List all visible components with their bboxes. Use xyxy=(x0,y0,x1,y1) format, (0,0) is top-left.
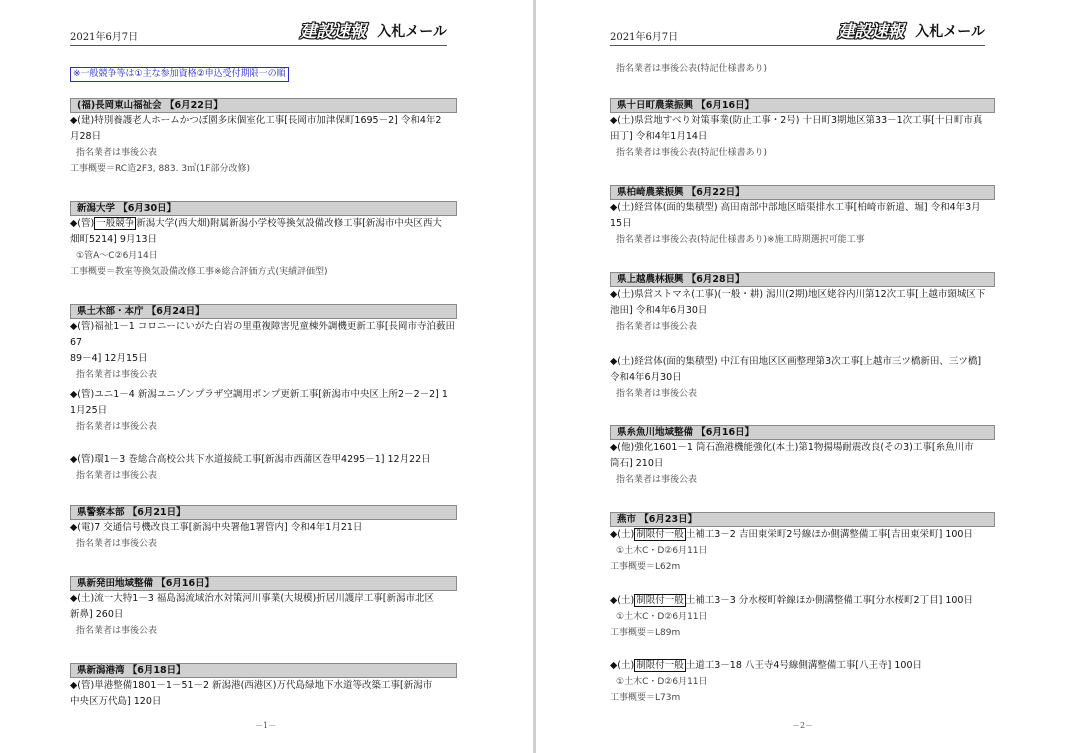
entry-text: 月28日 xyxy=(70,131,102,142)
entry-note: 指名業者は事後公表(特記仕様書あり) xyxy=(616,148,768,158)
entry-nakae-arita xyxy=(610,354,995,402)
competition-type-badge: 制限付一般 xyxy=(636,595,684,606)
cross-reference-note xyxy=(70,61,457,82)
section-heading: 県柏崎農業振興 【6月22日】 xyxy=(610,185,995,200)
entry-text: ◆(土) 制限付一般 土補工3－3 分水桜町幹線ほか側溝整備工事[分水桜町2丁目] 100日 xyxy=(610,595,973,606)
entry-text: ◆(土)流一大特1－3 福島潟流域治水対策河川事業(大規模)折居川護岸工事[新潟市北区 xyxy=(70,593,434,604)
section-tsubame-city xyxy=(610,512,995,575)
entry-unison-plaza xyxy=(70,387,457,435)
competition-type-badge: 一般競争 xyxy=(96,218,135,229)
entry-note: 指名業者は事後公表 xyxy=(76,370,158,380)
section-heading: 県土木部・本庁 【6月24日】 xyxy=(70,304,457,319)
entry-text: 89－4] 12月15日 xyxy=(70,353,148,364)
entry-note: 指名業者は事後公表 xyxy=(616,475,698,485)
document-page-2 xyxy=(536,0,1067,753)
entry-text: 池田] 令和4年6月30日 xyxy=(610,305,708,316)
entry-outline: 工事概要＝教室等換気設備改修工事※総合評価方式(実績評価型) xyxy=(70,267,328,277)
entry-outline: 工事概要＝L62m xyxy=(610,562,681,572)
entry-outline: 工事概要＝L89m xyxy=(610,628,681,638)
entry-text: ◆(土) 制限付一般 土道工3－18 八王寺4号線側溝整備工事[八王寺] 100日 xyxy=(610,660,922,671)
notice-box[interactable]: ※一般競争等は①主な参加資格②申込受付期限一の順 xyxy=(70,67,289,82)
section-itoigawa xyxy=(610,425,995,488)
section-tokamachi xyxy=(610,98,995,161)
section-heading: 県新発田地域整備 【6月16日】 xyxy=(70,576,457,591)
entry-qualification: ①土木C・D②6月11日 xyxy=(616,677,708,687)
entry-text: 15日 xyxy=(610,218,632,229)
section-heading: 県糸魚川地域整備 【6月16日】 xyxy=(610,425,995,440)
entry-note: 指名業者は事後公表 xyxy=(616,322,698,332)
logo-product: 入札メール xyxy=(377,24,447,40)
page-header xyxy=(610,22,985,46)
entry-note: 指名業者は事後公表 xyxy=(76,422,158,432)
section-niigata-port xyxy=(70,663,457,710)
entry-text: ◆(土)経営体(面的集積型) 中江有田地区区画整理第3次工事[上越市三ツ橋新田、三ツ橋] xyxy=(610,356,982,367)
entry-note: 指名業者は事後公表 xyxy=(76,539,158,549)
logo-brand: 建設速報 xyxy=(836,22,908,42)
entry-qualification: ①土木C・D②6月11日 xyxy=(616,546,708,556)
entry-text: ◆(管)環1－3 巻総合高校公共下水道接続工事[新潟市西蒲区巻甲4295－1] 12月22日 xyxy=(70,454,431,465)
entry-text: ◆(土)県営地すべり対策事業(防止工事・2号) 十日町3期地区第33－1次工事[十日町市真 xyxy=(610,115,983,126)
document-page-1 xyxy=(0,0,533,753)
page-header xyxy=(70,22,447,46)
section-heading: 県上越農林振興 【6月28日】 xyxy=(610,272,995,287)
entry-qualification: ①管A～C②6月14日 xyxy=(76,251,158,261)
entry-text: ◆(管) 一般競争 新潟大学(西大畑)附属新潟小学校等換気設備改修工事[新潟市中央区西大 xyxy=(70,218,442,229)
entry-text: ◆(他)強化1601－1 筒石漁港機能強化(本土)第1物揚場耐震改良(その3)工事[糸魚川市 xyxy=(610,442,974,453)
entry-text: ◆(管)単港整備1801－1－51－2 新潟港(西港区)万代島緑地下水道等改築工事[新潟市 xyxy=(70,680,433,691)
section-niigata-university xyxy=(70,201,457,280)
entry-note: 指名業者は事後公表 xyxy=(76,626,158,636)
entry-outline: 工事概要＝L73m xyxy=(610,693,681,703)
competition-type-badge: 制限付一般 xyxy=(636,660,684,671)
entry-text: 畑町5214] 9月13日 xyxy=(70,234,158,245)
entry-text: ◆(土)経営体(面的集積型) 高田南部中部地区暗渠排水工事[柏崎市新道、堀] 令和4年3月 xyxy=(610,202,981,213)
header-date: 2021年6月7日 xyxy=(610,32,679,43)
entry-outline: 工事概要＝RC造2F3, 883. 3㎡(1F部分改修) xyxy=(70,164,250,174)
publication-logo xyxy=(836,22,985,42)
entry-hachioji xyxy=(610,658,995,706)
logo-brand: 建設速報 xyxy=(298,22,370,42)
section-heading: 燕市 【6月23日】 xyxy=(610,512,995,527)
section-heading: 県警察本部 【6月21日】 xyxy=(70,505,457,520)
entry-text: 中央区万代島] 120日 xyxy=(70,696,162,707)
page-number: －1－ xyxy=(255,721,277,730)
section-prefectural-police xyxy=(70,505,457,552)
entry-note: 指名業者は事後公表 xyxy=(76,148,158,158)
entry-note: 指名業者は事後公表 xyxy=(76,471,158,481)
publication-logo xyxy=(298,22,447,42)
entry-text: ◆(土) 制限付一般 土補工3－2 吉田東栄町2号線ほか側溝整備工事[吉田東栄町] 100日 xyxy=(610,529,973,540)
entry-text: ◆(電)7 交通信号機改良工事[新潟中央署他1署管内] 令和4年1月21日 xyxy=(70,522,363,533)
entry-text: 筒石] 210日 xyxy=(610,458,664,469)
section-heading: 新潟大学 【6月30日】 xyxy=(70,201,457,216)
section-nagaoka-higashiyama xyxy=(70,98,457,177)
section-heading: (福)長岡東山福祉会 【6月22日】 xyxy=(70,98,457,113)
section-heading: 県新潟港湾 【6月18日】 xyxy=(70,663,457,678)
section-shibata-regional xyxy=(70,576,457,639)
entry-qualification: ①土木C・D②6月11日 xyxy=(616,612,708,622)
header-date: 2021年6月7日 xyxy=(70,32,139,43)
carried-over-note xyxy=(610,61,995,77)
section-heading: 県十日町農業振興 【6月16日】 xyxy=(610,98,995,113)
section-prefecture-civil-engineering xyxy=(70,304,457,383)
competition-type-badge: 制限付一般 xyxy=(636,529,684,540)
entry-text: ◆(管)ユニ1－4 新潟ユニゾンプラザ空調用ポンプ更新工事[新潟市中央区上所2－2－2] 1 xyxy=(70,389,448,400)
entry-bunsui-sakuramachi xyxy=(610,593,995,641)
entry-maki-high-school xyxy=(70,452,457,484)
logo-product: 入札メール xyxy=(915,24,985,40)
entry-text: 田丁] 令和4年1月14日 xyxy=(610,131,708,142)
entry-text: 新鼻] 260日 xyxy=(70,609,124,620)
entry-note: 指名業者は事後公表 xyxy=(616,389,698,399)
entry-text: 令和4年6月30日 xyxy=(610,372,682,383)
entry-text: ◆(管)福祉1－1 コロニーにいがた白岩の里重複障害児童棟外調機更新工事[長岡市寺泊薮田67 xyxy=(70,321,456,348)
entry-text: ◆(建)特別養護老人ホームかつぼ園多床個室化工事[長岡市加津保町1695－2] 令和4年2 xyxy=(70,115,442,126)
section-kashiwazaki xyxy=(610,185,995,248)
section-joetsu xyxy=(610,272,995,335)
page-number: －2－ xyxy=(792,721,814,730)
entry-text: 1月25日 xyxy=(70,405,108,416)
entry-note: 指名業者は事後公表(特記仕様書あり)※施工時期選択可能工事 xyxy=(616,235,865,245)
entry-text: ◆(土)県営ストマネ(工事)(一般・耕) 潟川(2期)地区姥谷内川第12次工事[上越市頸城区下 xyxy=(610,289,986,300)
entry-note: 指名業者は事後公表(特記仕様書あり) xyxy=(616,64,768,74)
